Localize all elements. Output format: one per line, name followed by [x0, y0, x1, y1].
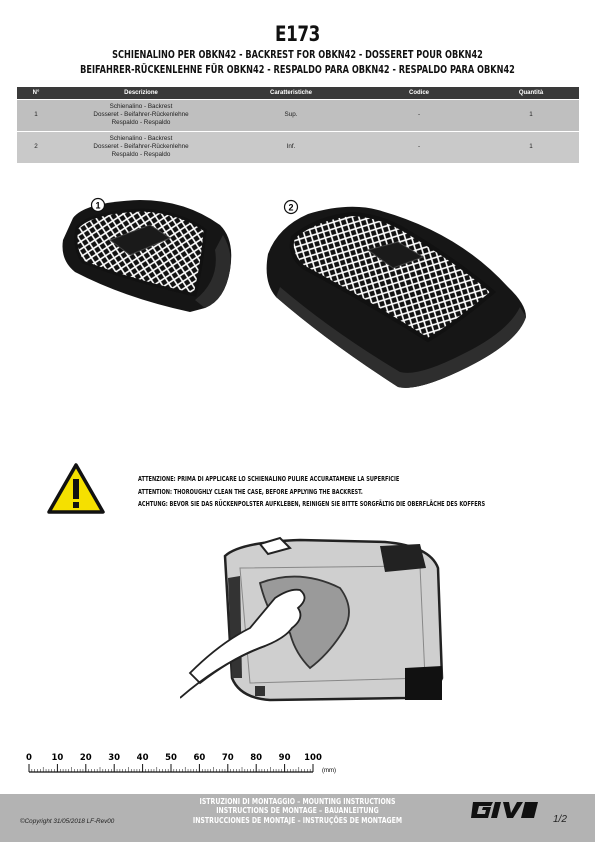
- cell-number: 1: [17, 99, 55, 131]
- givi-logo: [471, 798, 541, 820]
- scale-tick-label: 30: [108, 753, 121, 763]
- parts-table: [17, 87, 579, 163]
- figure-1-label: 1: [95, 200, 101, 211]
- scale-tick-label: 20: [79, 753, 92, 763]
- cell-code: -: [355, 131, 483, 163]
- desc-line: Respaldo - Respaldo: [111, 119, 171, 127]
- desc-line: Schienalino - Backrest: [109, 134, 173, 142]
- footer-title-line: INSTRUCCIONES DE MONTAJE – INSTRUÇÕES DE MONTAGEM: [192, 815, 403, 825]
- scale-unit: (mm): [322, 768, 336, 774]
- warning-text: [138, 473, 485, 511]
- col-header-number: N°: [17, 87, 55, 99]
- warning-triangle-icon: [46, 462, 106, 515]
- scale-tick-label: 90: [278, 753, 291, 763]
- col-header-code: Codice: [355, 87, 483, 99]
- cell-features: Sup.: [227, 99, 355, 131]
- subtitle-line-1: SCHIENALINO PER OBKN42 - BACKREST FOR OBKN42 - DOSSERET POUR OBKN42: [112, 49, 483, 61]
- scale-tick-label: 80: [250, 753, 263, 763]
- copyright: ©Copyright 31/05/2018 LF-Rev00: [20, 818, 115, 825]
- desc-line: Dosseret - Beifahrer-Rückenlehne: [93, 143, 189, 151]
- footer-title: [54, 797, 542, 825]
- desc-line: Respaldo - Respaldo: [111, 151, 171, 159]
- cell-number: 2: [17, 131, 55, 163]
- table-row: [17, 99, 579, 131]
- scale-tick-label: 50: [165, 753, 177, 763]
- scale-tick-label: 70: [221, 753, 234, 763]
- scale-tick-label: 40: [136, 753, 149, 763]
- col-header-features: Caratteristiche: [227, 87, 355, 99]
- cell-description: [55, 99, 227, 131]
- warning-line-de: ACHTUNG: BEVOR SIE DAS RÜCKENPOLSTER AUFKLEBEN, REINIGEN SIE BITTE SORGFÄLTIG DIE OBERFLÄCHE DES KOFFERS: [138, 500, 486, 508]
- subtitle-line-2: BEIFAHRER-RÜCKENLEHNE FÜR OBKN42 - RESPALDO PARA OBKN42 - RESPALDO PARA OBKN42: [80, 64, 515, 76]
- cell-quantity: 1: [483, 131, 579, 163]
- figure-2-label: 2: [288, 202, 294, 213]
- footer-title-line: INSTRUCTIONS DE MONTAGE – BAUANLEITUNG: [216, 806, 379, 816]
- cell-code: -: [355, 99, 483, 131]
- cell-description: [55, 131, 227, 163]
- backrest-lower-illustration: [258, 192, 538, 397]
- table-header-row: [17, 87, 579, 99]
- col-header-description: Descrizione: [55, 87, 227, 99]
- table-row: [17, 131, 579, 163]
- cell-quantity: 1: [483, 99, 579, 131]
- scale-tick-label: 10: [51, 753, 64, 763]
- scale-ticks: [29, 764, 313, 772]
- page-number: 1/2: [553, 814, 567, 825]
- scale-tick-labels: [26, 753, 322, 763]
- scale-tick-label: 0: [26, 753, 32, 763]
- scale-tick-label: 100: [304, 753, 322, 763]
- col-header-quantity: Quantità: [483, 87, 579, 99]
- footer-title-line: ISTRUZIONI DI MONTAGGIO – MOUNTING INSTRUCTIONS: [199, 797, 396, 806]
- backrest-upper-illustration: [55, 190, 245, 315]
- product-code: E173: [275, 22, 320, 46]
- case-cleaning-illustration: [180, 528, 450, 703]
- scale-tick-label: 60: [193, 753, 206, 763]
- warning-line-it: ATTENZIONE: PRIMA DI APPLICARE LO SCHIENALINO PULIRE ACCURATAMENE LA SUPERFICIE: [138, 475, 400, 483]
- desc-line: Schienalino - Backrest: [109, 102, 173, 110]
- warning-line-en: ATTENTION: THOROUGHLY CLEAN THE CASE, BEFORE APPLYING THE BACKREST.: [138, 487, 363, 496]
- scale-ruler: [20, 748, 340, 788]
- cell-features: Inf.: [227, 131, 355, 163]
- desc-line: Dosseret - Beifahrer-Rückenlehne: [93, 110, 189, 118]
